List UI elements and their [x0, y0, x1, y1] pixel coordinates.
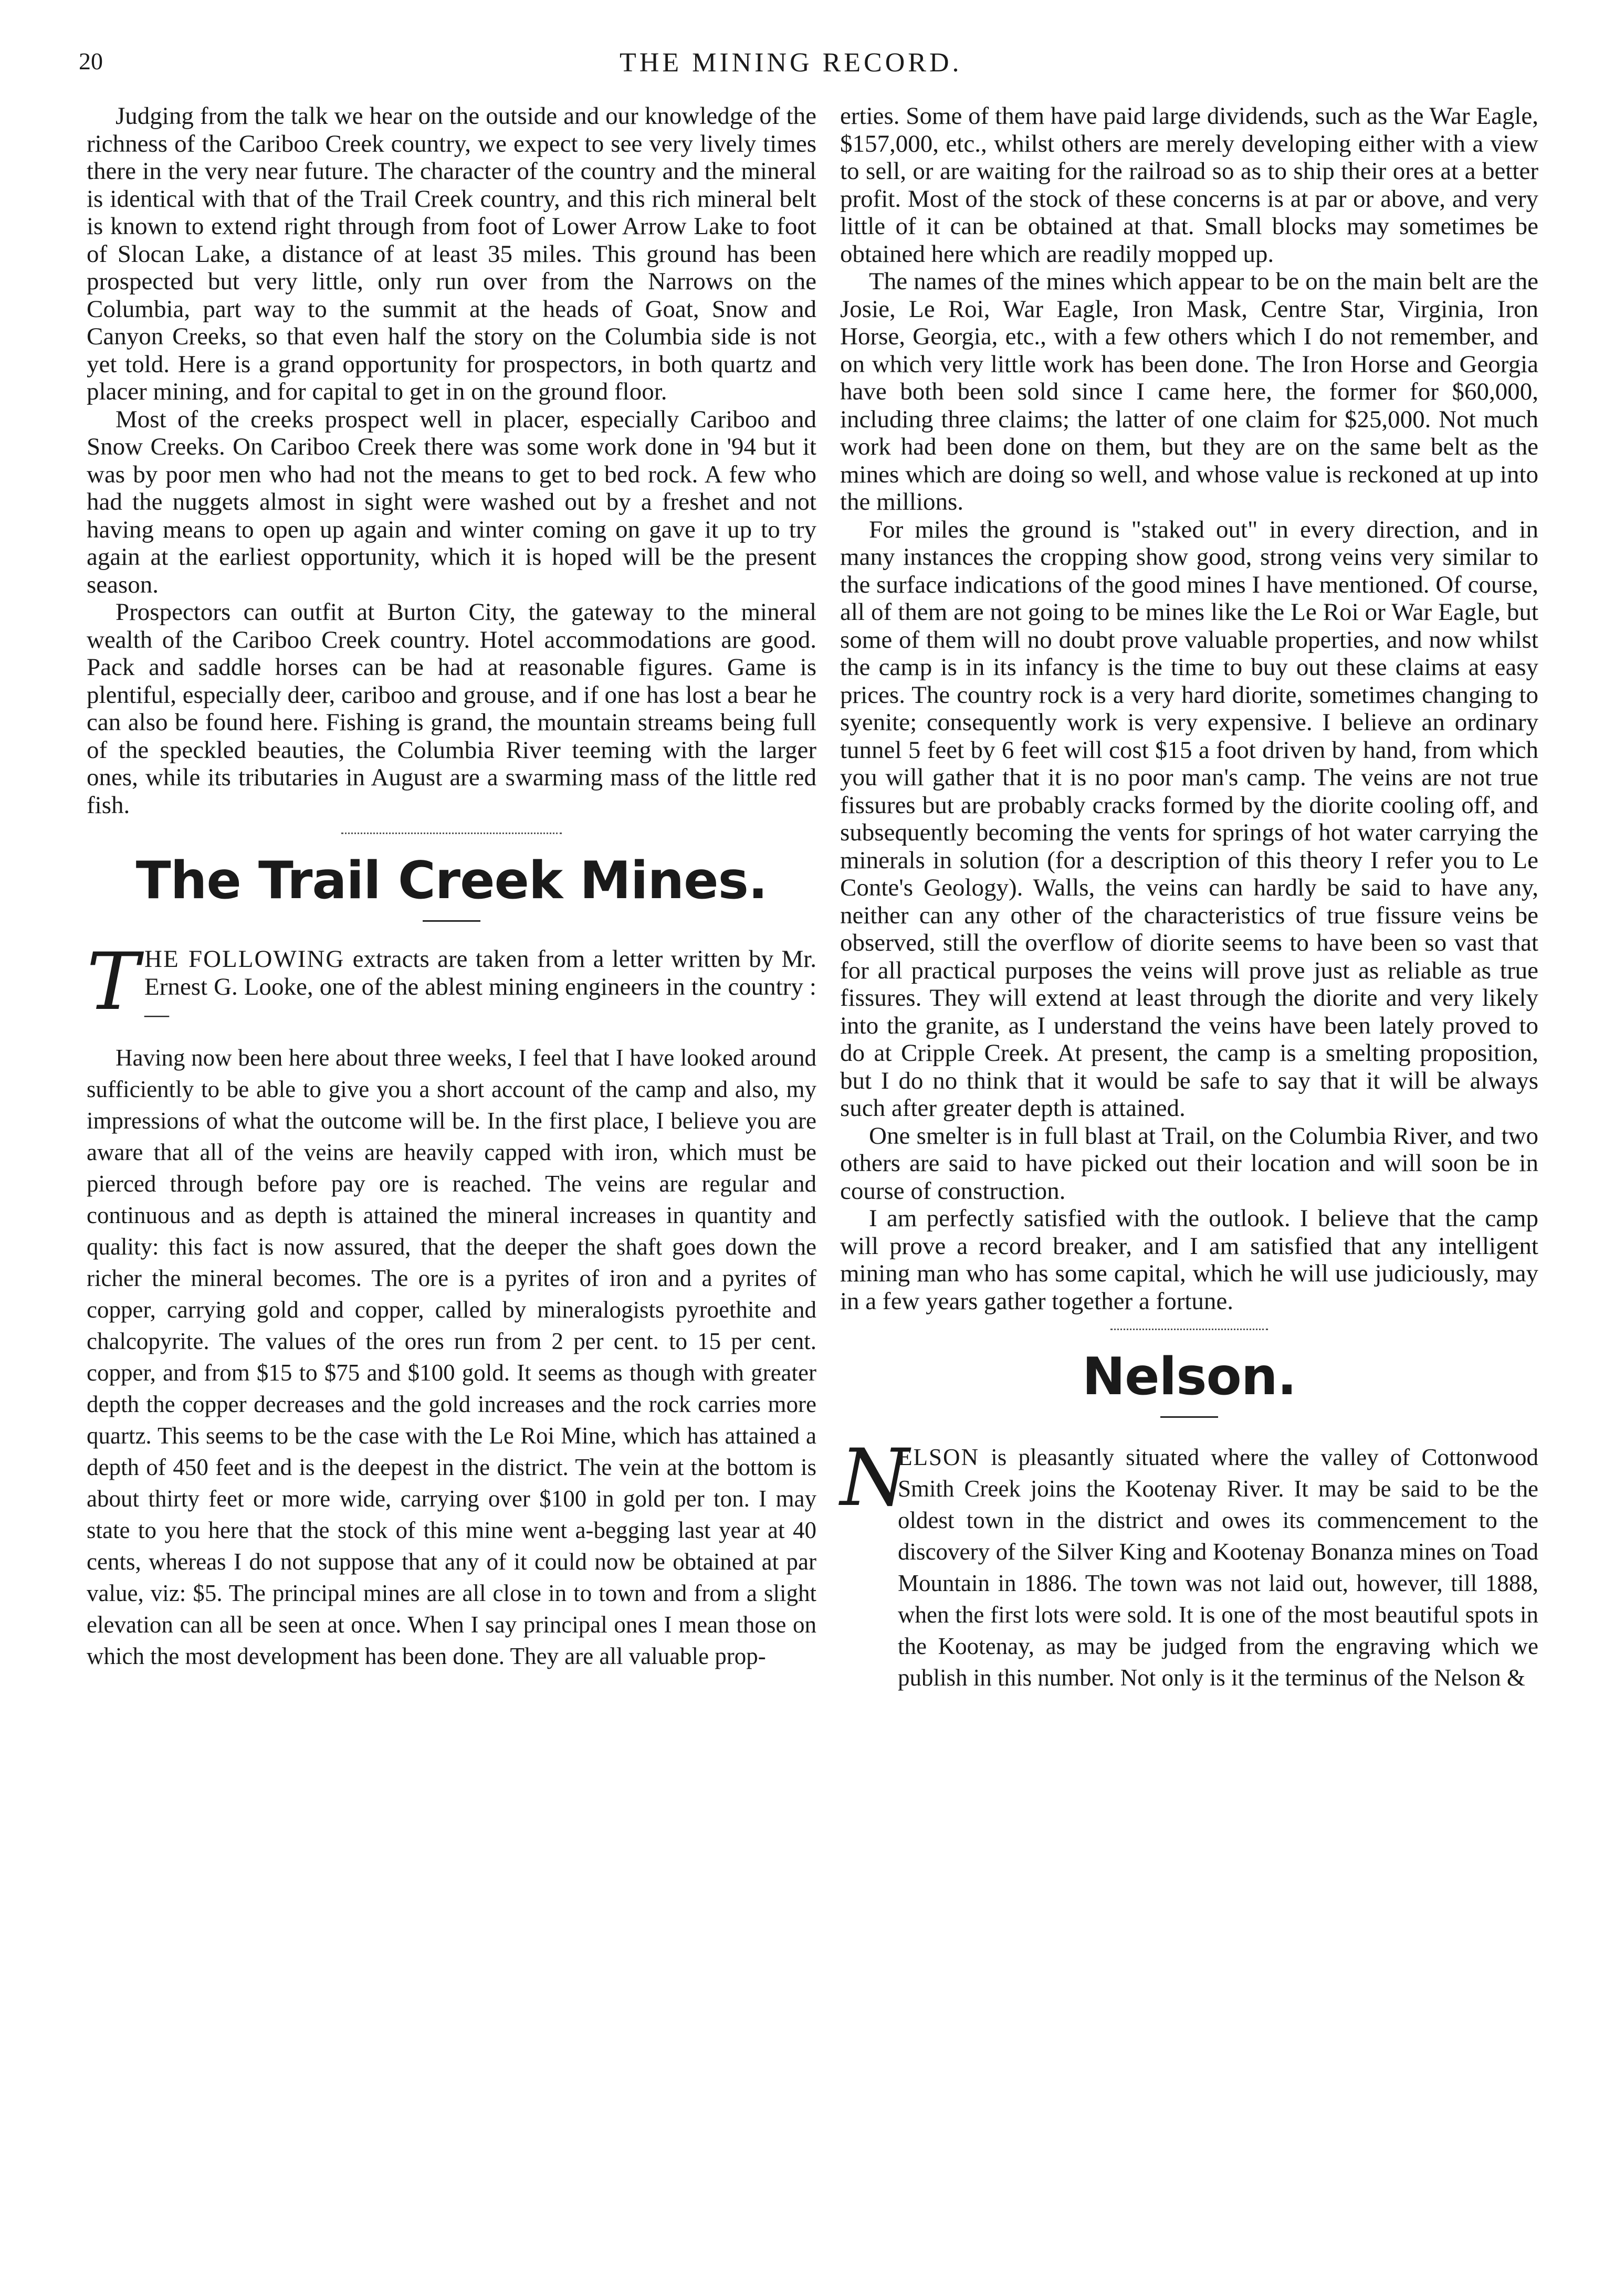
nelson-heading: Nelson. — [1082, 1347, 1296, 1407]
heading-rule — [423, 920, 480, 922]
heading-rule — [1160, 1416, 1218, 1418]
smelter-paragraph: One smelter is in full blast at Trail, on the Columbia River, and two others are said to have picked out their location and will soon be in course of construction. — [840, 1122, 1538, 1205]
cariboo-paragraph-3: Prospectors can outfit at Burton City, the gateway to the mineral wealth of the Cariboo Creek country. Hotel accommodations are good. Pack and saddle horses can be had at reasonable figures. Game is plentiful, especially deer, cariboo and grouse, and if one has lost a bear he can also be found here. Fishing is grand, the mountain streams being full of the speckled beauties, the Columbia River teeming with the larger ones, while its tributaries in August are a swarming mass of the little red fish. — [87, 598, 816, 819]
staked-ground-paragraph: For miles the ground is "staked out" in every direction, and in many instances the cropping show good, strong veins very similar to the surface indications of the good mines I have mentioned. Of course, all of them are not going to be mines like the Le Roi or War Eagle, but some of them will no doubt prove valuable properties, and now whilst the camp is in its infancy is the time to buy out these claims at easy prices. The country rock is a very hard diorite, sometimes changing to syenite; consequently work is very expensive. I believe an ordinary tunnel 5 feet by 6 feet will cost $15 a foot driven by hand, from which you will gather that it is no poor man's camp. The veins are not true fissures but are probably cracks formed by the diorite cooling off, and subsequently becoming the vents for springs of hot water carrying the minerals in solution (for a description of this theory I refer you to Le Conte's Geology). Walls, the veins can hardly be said to have any, neither can any other of the characteristics of true fissure veins be observed, still the overflow of diorite seems to have been so vast that for all practical purposes the veins will prove just as reliable as true fissures. They will extend at least through the diorite and very likely into the granite, as I understand the veins have been lately proved to do at Cripple Creek. At present, the camp is a smelting proposition, but I do no think that it would be safe to say that it will be always such after greater depth is attained. — [840, 515, 1538, 1122]
cariboo-paragraph-1: Judging from the talk we hear on the outside and our knowledge of the richness of the Cariboo Creek country, we expect to see very lively times there in the very near future. The character of the country and the mineral is identical with that of the Trail Creek country, and this rich mineral belt is known to extend right through from foot of Lower Arrow Lake to foot of Slocan Lake, a distance of at least 35 miles. This ground has been prospected but very little, only run over from the Narrows on the Columbia, part way to the summit at the heads of Goat, Snow and Canyon Creeks, so that even half the story on the Columbia side is not yet told. Here is a grand opportunity for prospectors, in both quartz and placer mining, and for capital to get in on the ground floor. — [87, 102, 816, 405]
trail-creek-intro — [87, 936, 816, 1028]
page-number: 20 — [79, 48, 103, 75]
running-title: THE MINING RECORD. — [620, 48, 962, 78]
page-header — [79, 47, 1538, 89]
left-column — [87, 102, 816, 1672]
trail-creek-heading: The Trail Creek Mines. — [135, 851, 768, 911]
outlook-paragraph: I am perfectly satisfied with the outlook. I believe that the camp will prove a record breaker, and I am satisfied that any intelligent mining man who has some capital, which he will use judiciously, may in a few years gather together a fortune. — [840, 1205, 1538, 1315]
section-divider — [341, 833, 562, 839]
nelson-paragraph — [840, 1433, 1538, 1693]
drop-cap: T — [87, 936, 140, 1028]
drop-cap: N — [840, 1433, 909, 1524]
lead-rest: is pleasantly situated where the valley of Cottonwood Smith Creek joins the Kootenay River. It may be said to be the oldest town in the district and owes its commencement to the discovery of the Silver King and Kootenay Bonanza mines on Toad Mountain in 1886. The town was not laid out, however, till 1888, when the first lots were sold. It is one of the most beautiful spots in the Kootenay, as may be judged from the engraving which we publish in this number. Not only is it the terminus of the Nelson & — [898, 1444, 1538, 1691]
letter-paragraph: Having now been here about three weeks, I feel that I have looked around sufficiently to be able to give you a short account of the camp and also, my impressions of what the outcome will be. In the first place, I believe you are aware that all of the veins are heavily capped with iron, which must be pierced through before pay ore is reached. The veins are regular and continuous and as depth is attained the mineral increases in quantity and quality: this fact is now assured, that the deeper the shaft goes down the richer the mineral becomes. The ore is a pyrites of iron and a pyrites of copper, carrying gold and copper, called by mineralogists pyroethite and chalcopyrite. The values of the ores run from 2 per cent. to 15 per cent. copper, and from $15 to $75 and $100 gold. It seems as though with greater depth the copper decreases and the gold increases and the rock carries more quartz. This seems to be the case with the Le Roi Mine, which has attained a depth of 450 feet and is the deepest in the district. The vein at the bottom is about thirty feet or more wide, carrying over $100 in gold per ton. I may state to you here that the stock of this mine went a-begging last year at 40 cents, whereas I do not suppose that any of it could now be obtained at par value, viz: $5. The principal mines are all close in to town and from a slight elevation can all be seen at once. When I say principal ones I mean those on which the most development has been done. They are all valuable prop- — [87, 1044, 816, 1669]
right-column — [840, 102, 1538, 1693]
section-divider — [1110, 1329, 1268, 1335]
lead-smallcaps: HE FOLLOWING — [144, 945, 345, 973]
lead-rest: extracts are taken from a letter written by Mr. Ernest G. Looke, one of the ablest mining engineers in the country :— — [144, 945, 816, 1028]
cariboo-paragraph-2: Most of the creeks prospect well in placer, especially Cariboo and Snow Creeks. On Cariboo Creek there was some work done in '94 but it was by poor men who had not the means to get to bed rock. A few who had the nuggets almost in sight were washed out by a freshet and not having means to open up again and winter coming on gave it up to try again at the earliest opportunity, which it is hoped will be the present season. — [87, 405, 816, 598]
lead-smallcaps: ELSON — [898, 1444, 979, 1470]
letter-continuation: erties. Some of them have paid large dividends, such as the War Eagle, $157,000, etc., whilst others are merely developing either with a view to sell, or are waiting for the railroad so as to ship their ores at a better profit. Most of the stock of these concerns is at par or above, and very little of it can be obtained at that. Small blocks may sometimes be obtained here which are readily mopped up. — [840, 102, 1538, 268]
mine-names-paragraph: The names of the mines which appear to be on the main belt are the Josie, Le Roi, War Eagle, Iron Mask, Centre Star, Virginia, Iron Horse, Georgia, etc., with a few others which I do not remember, and on which very little work has been done. The Iron Horse and Georgia have both been sold since I came here, the former for $60,000, including three claims; the latter of one claim for $25,000. Not much work had been done on them, but they are on the same belt as the mines which are doing so well, and whose value is reckoned at up into the millions. — [840, 268, 1538, 515]
